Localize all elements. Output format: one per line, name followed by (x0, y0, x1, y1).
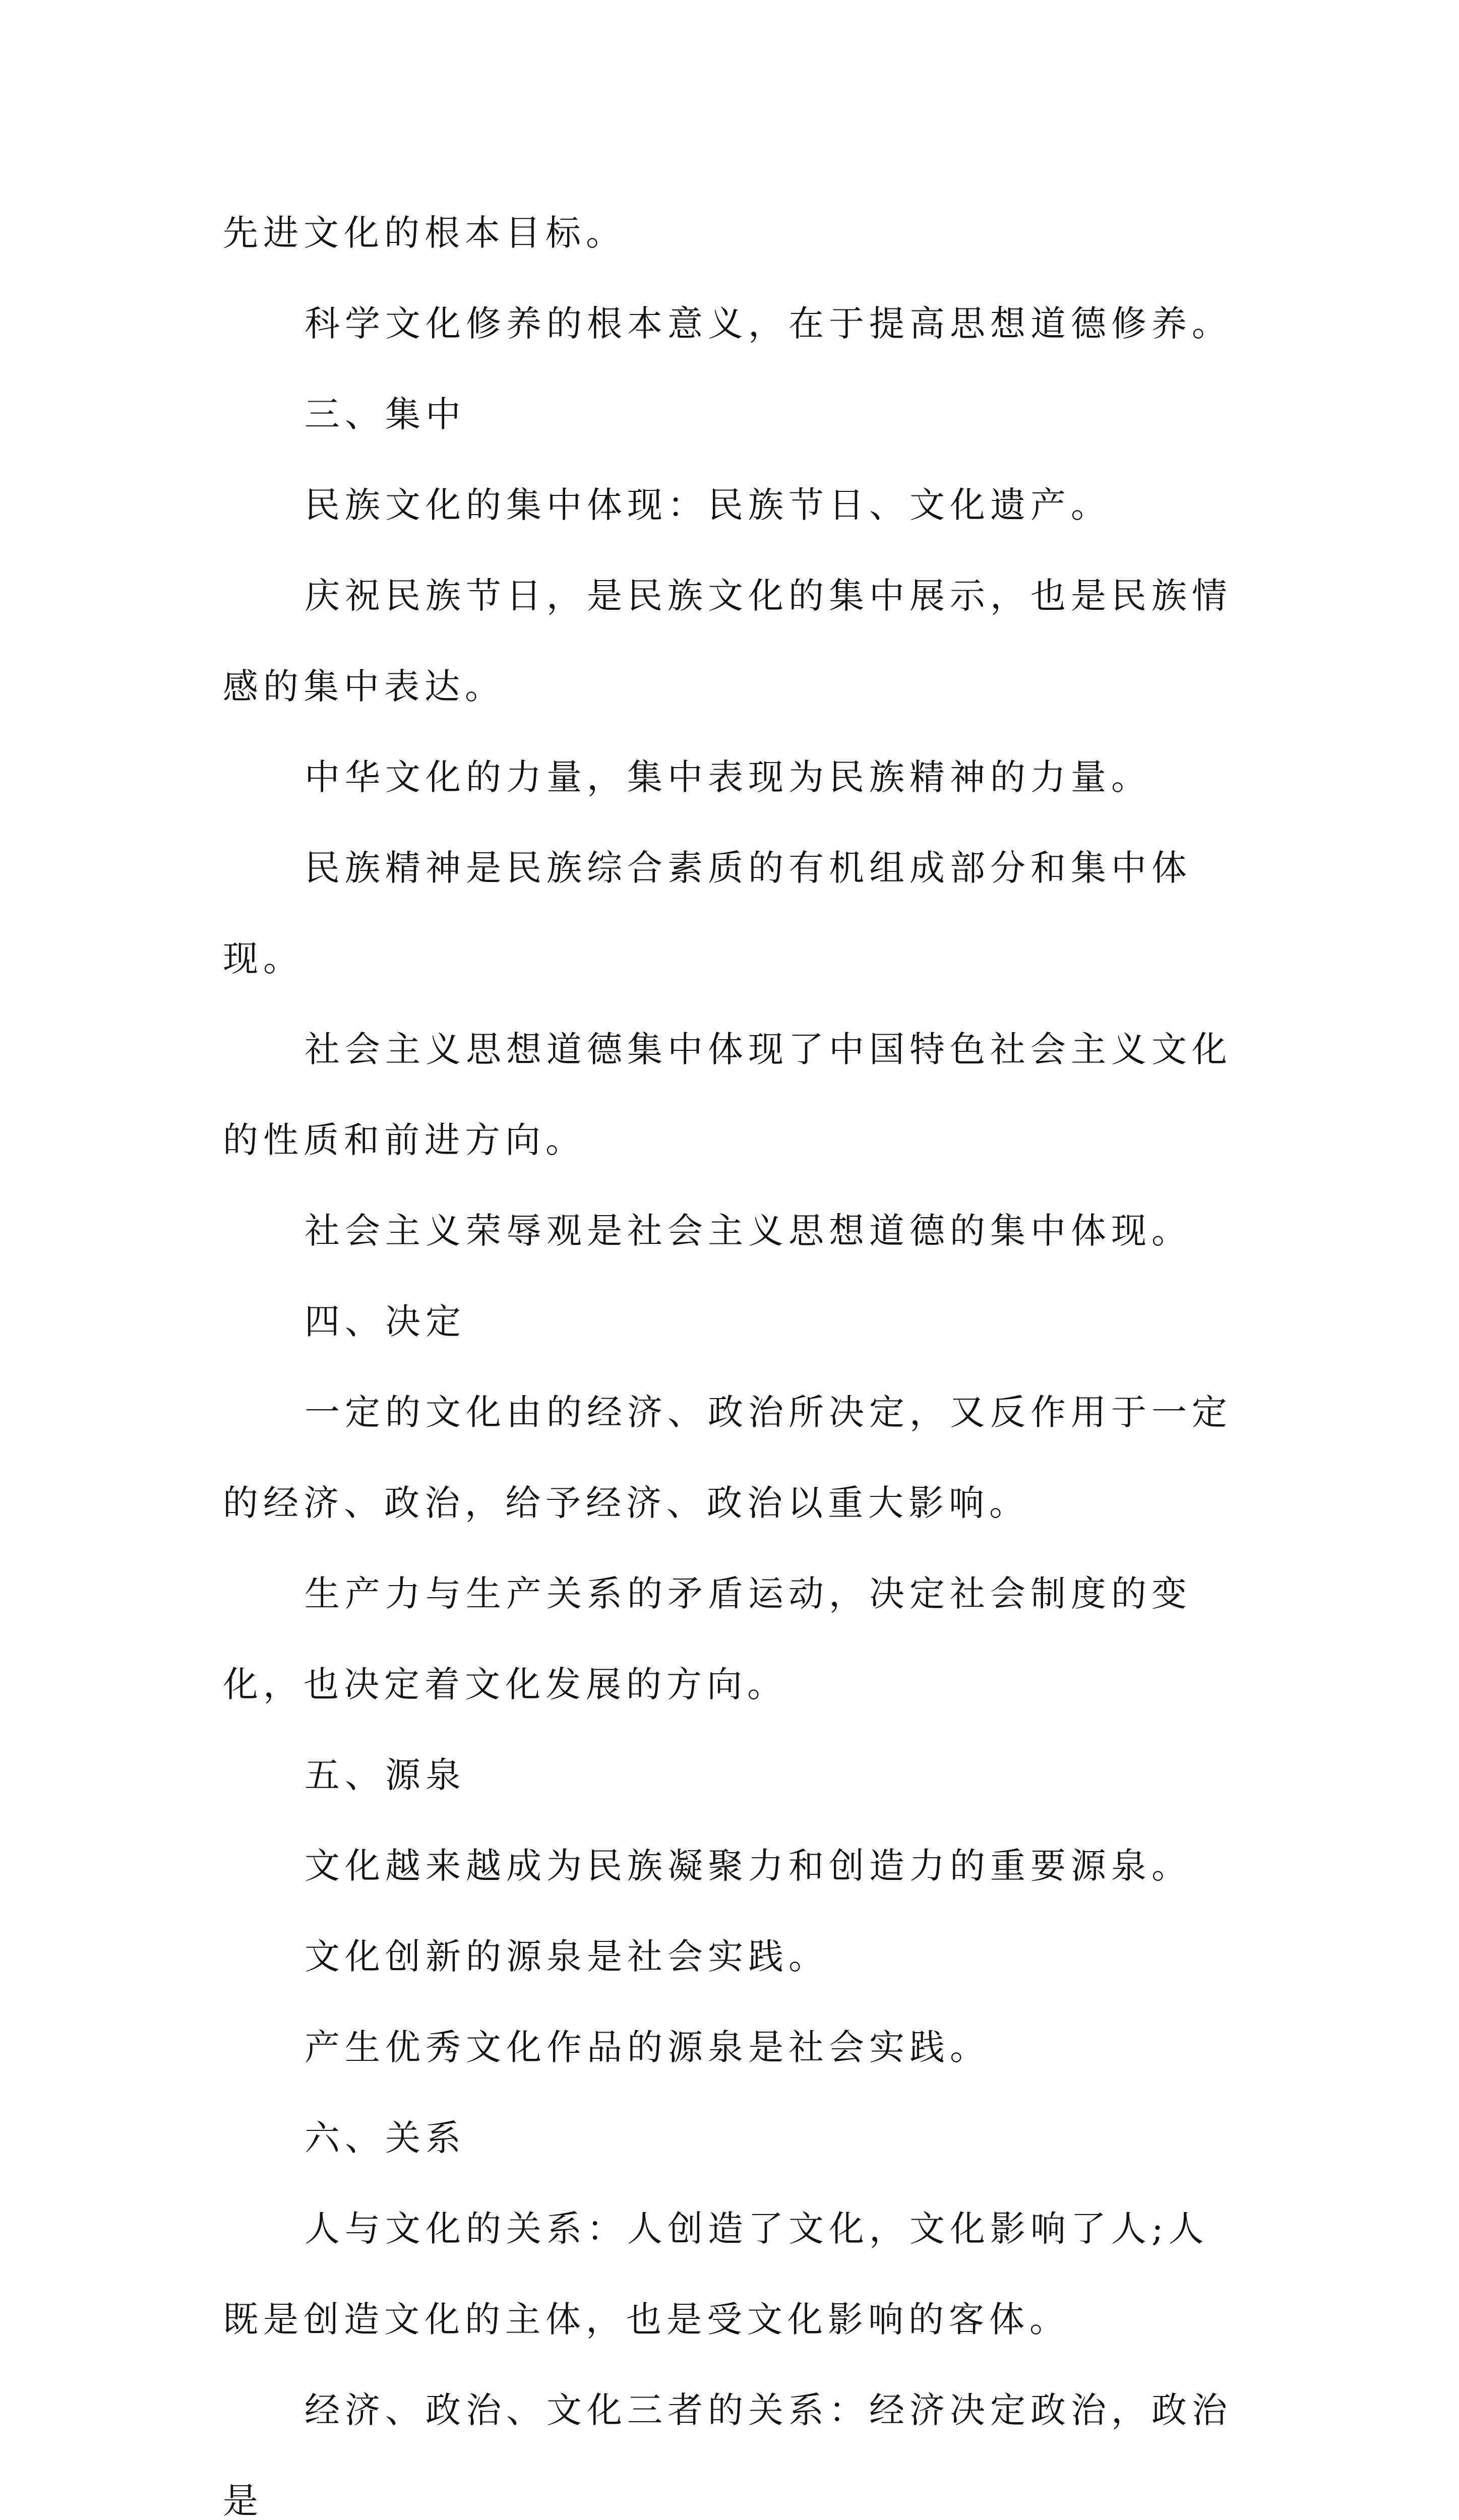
document-body (223, 187, 1241, 2520)
paragraph-16: 产生优秀文化作品的源泉是社会实践。 (305, 2027, 990, 2068)
paragraph-2: 科学文化修养的根本意义，在于提高思想道德修养。 (305, 303, 1232, 344)
section-heading-5: 五、源泉 (305, 1754, 466, 1796)
paragraph-12: 生产力与生产关系的矛盾运动，决定社会制度的变化，也决定着文化发展的方向。 (223, 1573, 1192, 1705)
paragraph-1: 先进文化的根本目标。 (223, 212, 626, 254)
paragraph-19: 经济、政治、文化三者的关系：经济决定政治，政治是 (223, 2389, 1232, 2520)
paragraph-6: 中华文化的力量，集中表现为民族精神的力量。 (305, 757, 1151, 798)
paragraph-11: 一定的文化由的经济、政治所决定，又反作用于一定的经济、政治，给予经济、政治以重大影响。 (223, 1392, 1232, 1524)
section-heading-6: 六、关系 (305, 2117, 466, 2159)
section-heading-4: 四、决定 (305, 1301, 466, 1342)
paragraph-7: 民族精神是民族综合素质的有机组成部分和集中体现。 (223, 847, 1192, 979)
paragraph-9: 社会主义荣辱观是社会主义思想道德的集中体现。 (305, 1210, 1192, 1251)
paragraph-4: 民族文化的集中体现：民族节日、文化遗产。 (305, 484, 1111, 526)
paragraph-5: 庆祝民族节日，是民族文化的集中展示，也是民族情感的集中表达。 (223, 575, 1232, 707)
paragraph-15: 文化创新的源泉是社会实践。 (305, 1936, 829, 1977)
paragraph-18: 人与文化的关系：人创造了文化，文化影响了人;人既是创造文化的主体，也是受文化影响的客体。 (223, 2208, 1209, 2340)
paragraph-8: 社会主义思想道德集中体现了中国特色社会主义文化的性质和前进方向。 (223, 1029, 1232, 1161)
section-heading-3: 三、集中 (305, 394, 466, 435)
paragraph-14: 文化越来越成为民族凝聚力和创造力的重要源泉。 (305, 1845, 1192, 1886)
